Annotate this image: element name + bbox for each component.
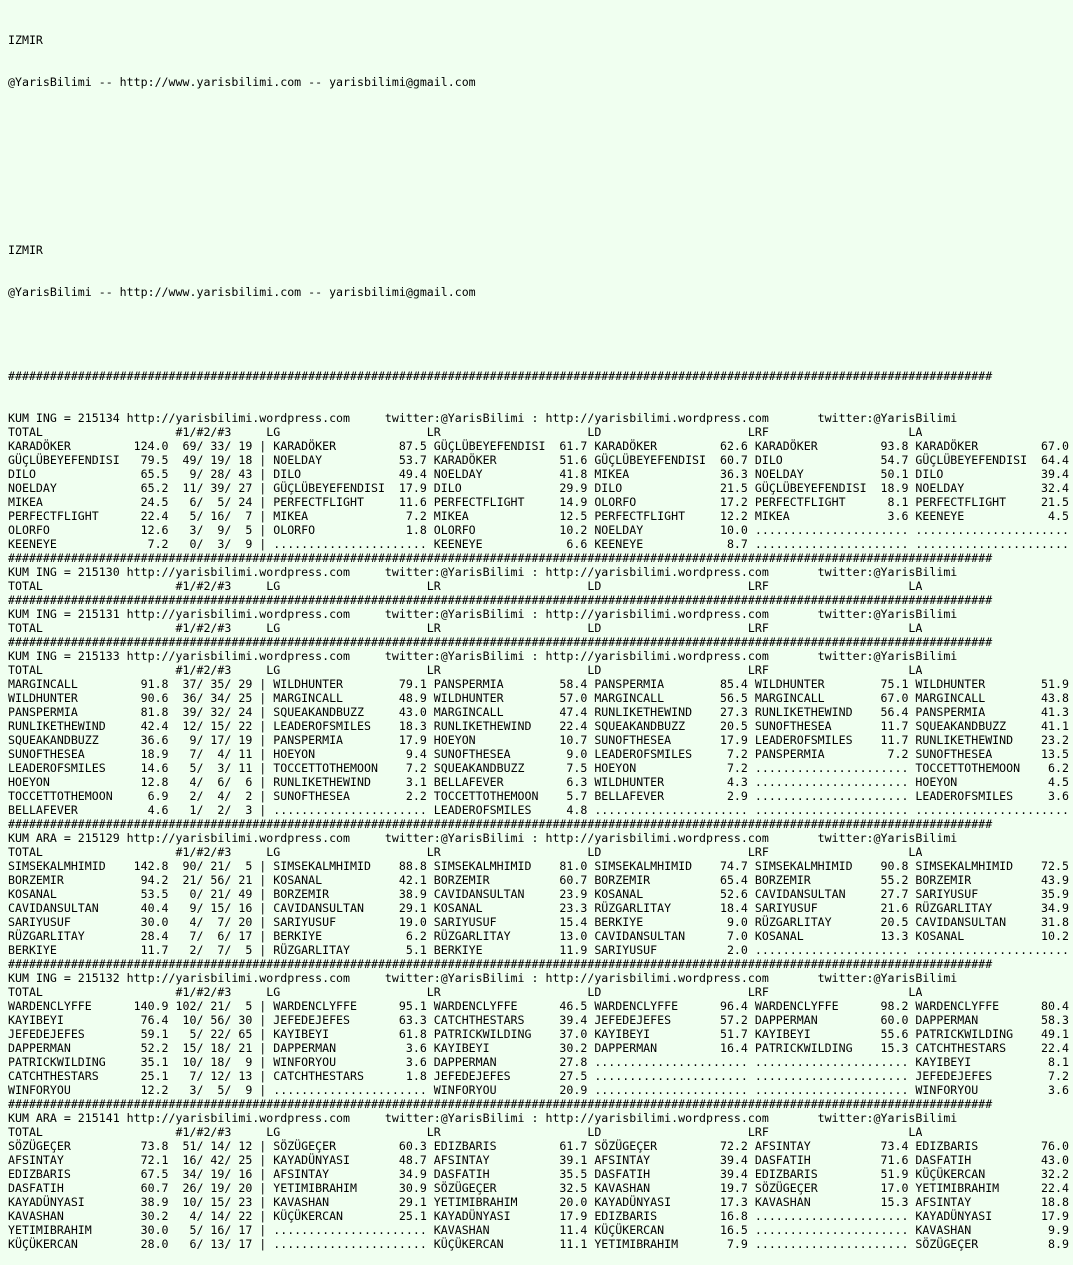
table-row: OLORFO 12.6 3/ 9/ 5 | OLORFO 1.8 OLORFO 10.2 NOELDAY 10.0 ...................... ...................... <box>8 523 1069 537</box>
race-header: KUM ING = 215133 http://yarisbilimi.wordpress.com twitter:@YarisBilimi : http://yarisbilimi.wordpress.com twitter:@YarisBilimi <box>8 649 958 663</box>
table-row: MIKEA 24.5 6/ 5/ 24 | PERFECTFLIGHT 11.6 PERFECTFLIGHT 14.9 OLORFO 17.2 PERFECTFLIGHT 8.1 PERFECTFLIGHT 21.5 <box>8 495 1069 509</box>
table-row: SÖZÜGEÇER 73.8 51/ 14/ 12 | SÖZÜGEÇER 60.3 EDIZBARIS 61.7 SÖZÜGEÇER 72.2 AFSINTAY 73.4 EDIZBARIS 76.0 <box>8 1139 1069 1153</box>
table-row: JEFEDEJEFES 59.1 5/ 22/ 65 | KAYIBEYI 61.8 PATRICKWILDING 37.0 KAYIBEYI 51.7 KAYIBEYI 55.6 PATRICKWILDING 49.1 <box>8 1027 1069 1041</box>
table-row: PERFECTFLIGHT 22.4 5/ 16/ 7 | MIKEA 7.2 MIKEA 12.5 PERFECTFLIGHT 12.2 MIKEA 3.6 KEENEYE 4.5 <box>8 509 1069 523</box>
race-header: KUM ING = 215132 http://yarisbilimi.wordpress.com twitter:@YarisBilimi : http://yarisbilimi.wordpress.com twitter:@YarisBilimi <box>8 971 958 985</box>
column-header: TOTAL #1/#2/#3 LG LR LD LRF LA <box>8 845 923 859</box>
table-row: CAVIDANSULTAN 40.4 9/ 15/ 16 | CAVIDANSULTAN 29.1 KOSANAL 23.3 RÜZGARLITAY 18.4 SARIYUSUF 21.6 RÜZGARLITAY 34.9 <box>8 901 1069 915</box>
column-header: TOTAL #1/#2/#3 LG LR LD LRF LA <box>8 985 923 999</box>
race-header: KUM ARA = 215141 http://yarisbilimi.wordpress.com twitter:@YarisBilimi : http://yarisbilimi.wordpress.com twitter:@YarisBilimi <box>8 1111 958 1125</box>
table-row: GÜÇLÜBEYEFENDISI 79.5 49/ 19/ 18 | NOELDAY 53.7 KARADÖKER 51.6 GÜÇLÜBEYEFENDISI 60.7 DILO 54.7 GÜÇLÜBEYEFENDISI 64.4 <box>8 453 1069 467</box>
table-row: DASFATIH 60.7 26/ 19/ 20 | YETIMIBRAHIM 30.9 SÖZÜGEÇER 32.5 KAVASHAN 19.7 SÖZÜGEÇER 17.0 YETIMIBRAHIM 22.4 <box>8 1181 1069 1195</box>
contact-line: @YarisBilimi -- http://www.yarisbilimi.com -- yarisbilimi@gmail.com <box>8 285 476 299</box>
table-row: KÜÇÜKERCAN 28.0 6/ 13/ 17 | ...................... KÜÇÜKERCAN 11.1 YETIMIBRAHIM 7.9 ...................... SÖZÜGEÇER 8.9 <box>8 1237 1069 1251</box>
table-row: SUNOFTHESEA 18.9 7/ 4/ 11 | HOEYON 9.4 SUNOFTHESEA 9.0 LEADEROFSMILES 7.2 PANSPERMIA 7.2 SUNOFTHESEA 13.5 <box>8 747 1069 761</box>
table-row: LEADEROFSMILES 14.6 5/ 3/ 11 | TOCCETTOTHEMOON 7.2 SQUEAKANDBUZZ 7.5 HOEYON 7.2 ...................... TOCCETTOTHEMOON 6.2 <box>8 761 1069 775</box>
column-header: TOTAL #1/#2/#3 LG LR LD LRF LA <box>8 579 923 593</box>
table-row: RUNLIKETHEWIND 42.4 12/ 15/ 22 | LEADEROFSMILES 18.3 RUNLIKETHEWIND 22.4 SQUEAKANDBUZZ 20.5 SUNOFTHESEA 11.7 SQUEAKANDBUZZ 41.1 <box>8 719 1069 733</box>
spacer <box>8 201 1073 215</box>
table-row: MARGINCALL 91.8 37/ 35/ 29 | WILDHUNTER 79.1 PANSPERMIA 58.4 PANSPERMIA 85.4 WILDHUNTER 75.1 WILDHUNTER 51.9 <box>8 677 1069 691</box>
table-row: RÜZGARLITAY 28.4 7/ 6/ 17 | BERKIYE 6.2 RÜZGARLITAY 13.0 CAVIDANSULTAN 7.0 KOSANAL 13.3 KOSANAL 10.2 <box>8 929 1069 943</box>
table-row: PANSPERMIA 81.8 39/ 32/ 24 | SQUEAKANDBUZZ 43.0 MARGINCALL 47.4 RUNLIKETHEWIND 27.3 RUNLIKETHEWIND 56.4 PANSPERMIA 41.3 <box>8 705 1069 719</box>
column-header: TOTAL #1/#2/#3 LG LR LD LRF LA <box>8 621 923 635</box>
column-header: TOTAL #1/#2/#3 LG LR LD LRF LA <box>8 425 923 439</box>
table-row: KEENEYE 7.2 0/ 3/ 9 | ...................... KEENEYE 6.6 KEENEYE 8.7 ...................... ...................... <box>8 537 1069 551</box>
table-row: TOCCETTOTHEMOON 6.9 2/ 4/ 2 | SUNOFTHESEA 2.2 TOCCETTOTHEMOON 5.7 BELLAFEVER 2.9 ...................... LEADEROFSMILES 3.6 <box>8 789 1069 803</box>
separator-line: ############################################################################################################################################# <box>8 1097 993 1111</box>
table-row: PATRICKWILDING 35.1 10/ 18/ 9 | WINFORYOU 3.6 DAPPERMAN 27.8 ...................... ...................... KAYIBEYI 8.1 <box>8 1055 1069 1069</box>
spacer <box>8 159 1073 173</box>
table-row: KARADÖKER 124.0 69/ 33/ 19 | KARADÖKER 87.5 GÜÇLÜBEYEFENDISI 61.7 KARADÖKER 62.6 KARADÖKER 93.8 KARADÖKER 67.0 <box>8 439 1069 453</box>
table-row: YETIMIBRAHIM 30.0 5/ 16/ 17 | ...................... KAVASHAN 11.4 KÜÇÜKERCAN 16.5 ...................... KAVASHAN 9.9 <box>8 1223 1069 1237</box>
table-row: KOSANAL 53.5 0/ 21/ 49 | BORZEMIR 38.9 CAVIDANSULTAN 23.9 KOSANAL 52.6 CAVIDANSULTAN 27.7 SARIYUSUF 35.9 <box>8 887 1069 901</box>
spacer <box>8 327 1073 341</box>
table-row: WILDHUNTER 90.6 36/ 34/ 25 | MARGINCALL 48.9 WILDHUNTER 57.0 MARGINCALL 56.5 MARGINCALL 67.0 MARGINCALL 43.8 <box>8 691 1069 705</box>
table-row: SIMSEKALMHIMID 142.8 90/ 21/ 5 | SIMSEKALMHIMID 88.8 SIMSEKALMHIMID 81.0 SIMSEKALMHIMID 74.7 SIMSEKALMHIMID 90.8 SIMSEKALMHIMID 72.5 <box>8 859 1069 873</box>
table-row: DAPPERMAN 52.2 15/ 18/ 21 | DAPPERMAN 3.6 KAYIBEYI 30.2 DAPPERMAN 16.4 PATRICKWILDING 15.3 CATCHTHESTARS 22.4 <box>8 1041 1069 1055</box>
column-header: TOTAL #1/#2/#3 LG LR LD LRF LA <box>8 663 923 677</box>
contact-line: @YarisBilimi -- http://www.yarisbilimi.com -- yarisbilimi@gmail.com <box>8 75 476 89</box>
separator-line: ############################################################################################################################################# <box>8 817 993 831</box>
column-header: TOTAL #1/#2/#3 LG LR LD LRF LA <box>8 1125 923 1139</box>
race-tables <box>8 411 1073 1251</box>
spacer <box>8 117 1073 131</box>
city-title: IZMIR <box>8 243 43 257</box>
table-row: KAYIBEYI 76.4 10/ 56/ 30 | JEFEDEJEFES 63.3 CATCHTHESTARS 39.4 JEFEDEJEFES 57.2 DAPPERMAN 60.0 DAPPERMAN 58.3 <box>8 1013 1069 1027</box>
table-row: WINFORYOU 12.2 3/ 5/ 9 | ...................... WINFORYOU 20.9 ...................... ...................... WINFORYOU 3.6 <box>8 1083 1069 1097</box>
table-row: NOELDAY 65.2 11/ 39/ 27 | GÜÇLÜBEYEFENDISI 17.9 DILO 29.9 DILO 21.5 GÜÇLÜBEYEFENDISI 18.9 NOELDAY 32.4 <box>8 481 1069 495</box>
table-row: SQUEAKANDBUZZ 36.6 9/ 17/ 19 | PANSPERMIA 17.9 HOEYON 10.7 SUNOFTHESEA 17.9 LEADEROFSMILES 11.7 RUNLIKETHEWIND 23.2 <box>8 733 1069 747</box>
table-row: WARDENCLYFFE 140.9 102/ 21/ 5 | WARDENCLYFFE 95.1 WARDENCLYFFE 46.5 WARDENCLYFFE 96.4 WARDENCLYFFE 98.2 WARDENCLYFFE 80.4 <box>8 999 1069 1013</box>
table-row: AFSINTAY 72.1 16/ 42/ 25 | KAYADÜNYASI 48.7 AFSINTAY 39.1 AFSINTAY 39.4 DASFATIH 71.6 DASFATIH 43.0 <box>8 1153 1069 1167</box>
table-row: BERKIYE 11.7 2/ 7/ 5 | RÜZGARLITAY 5.1 BERKIYE 11.9 SARIYUSUF 2.0 ...................... ...................... <box>8 943 1069 957</box>
table-row: DILO 65.5 9/ 28/ 43 | DILO 49.4 NOELDAY 41.8 MIKEA 36.3 NOELDAY 50.1 DILO 39.4 <box>8 467 1069 481</box>
table-row: EDIZBARIS 67.5 34/ 19/ 16 | AFSINTAY 34.9 DASFATIH 35.5 DASFATIH 39.4 EDIZBARIS 51.9 KÜÇÜKERCAN 32.2 <box>8 1167 1069 1181</box>
city-title: IZMIR <box>8 33 43 47</box>
separator-line: ############################################################################################################################################# <box>8 369 993 383</box>
race-header: KUM ARA = 215129 http://yarisbilimi.wordpress.com twitter:@YarisBilimi : http://yarisbilimi.wordpress.com twitter:@YarisBilimi <box>8 831 958 845</box>
table-row: CATCHTHESTARS 25.1 7/ 12/ 13 | CATCHTHESTARS 1.8 JEFEDEJEFES 27.5 ...................... ...................... JEFEDEJEFES 7.2 <box>8 1069 1069 1083</box>
race-header: KUM ING = 215131 http://yarisbilimi.wordpress.com twitter:@YarisBilimi : http://yarisbilimi.wordpress.com twitter:@YarisBilimi <box>8 607 958 621</box>
table-row: HOEYON 12.8 4/ 6/ 6 | RUNLIKETHEWIND 3.1 BELLAFEVER 6.3 WILDHUNTER 4.3 ...................... HOEYON 4.5 <box>8 775 1069 789</box>
separator-line: ############################################################################################################################################# <box>8 593 993 607</box>
table-row: SARIYUSUF 30.0 4/ 7/ 20 | SARIYUSUF 19.0 SARIYUSUF 15.4 BERKIYE 9.0 RÜZGARLITAY 20.5 CAVIDANSULTAN 31.8 <box>8 915 1069 929</box>
separator-line: ############################################################################################################################################# <box>8 551 993 565</box>
separator-line: ############################################################################################################################################# <box>8 957 993 971</box>
separator-line: ############################################################################################################################################# <box>8 635 993 649</box>
table-row: KAYADÜNYASI 38.9 10/ 15/ 23 | KAVASHAN 29.1 YETIMIBRAHIM 20.0 KAYADÜNYASI 17.3 KAVASHAN 15.3 AFSINTAY 18.8 <box>8 1195 1069 1209</box>
table-row: BORZEMIR 94.2 21/ 56/ 21 | KOSANAL 42.1 BORZEMIR 60.7 BORZEMIR 65.4 BORZEMIR 55.2 BORZEMIR 43.9 <box>8 873 1069 887</box>
race-header: KUM ING = 215130 http://yarisbilimi.wordpress.com twitter:@YarisBilimi : http://yarisbilimi.wordpress.com twitter:@YarisBilimi <box>8 565 958 579</box>
table-row: KAVASHAN 30.2 4/ 14/ 22 | KÜÇÜKERCAN 25.1 KAYADÜNYASI 17.9 EDIZBARIS 16.8 ...................... KAYADÜNYASI 17.9 <box>8 1209 1069 1223</box>
table-row: BELLAFEVER 4.6 1/ 2/ 3 | ...................... LEADEROFSMILES 4.8 ...................... ...................... ...................... <box>8 803 1069 817</box>
race-header: KUM ING = 215134 http://yarisbilimi.wordpress.com twitter:@YarisBilimi : http://yarisbilimi.wordpress.com twitter:@YarisBilimi <box>8 411 958 425</box>
